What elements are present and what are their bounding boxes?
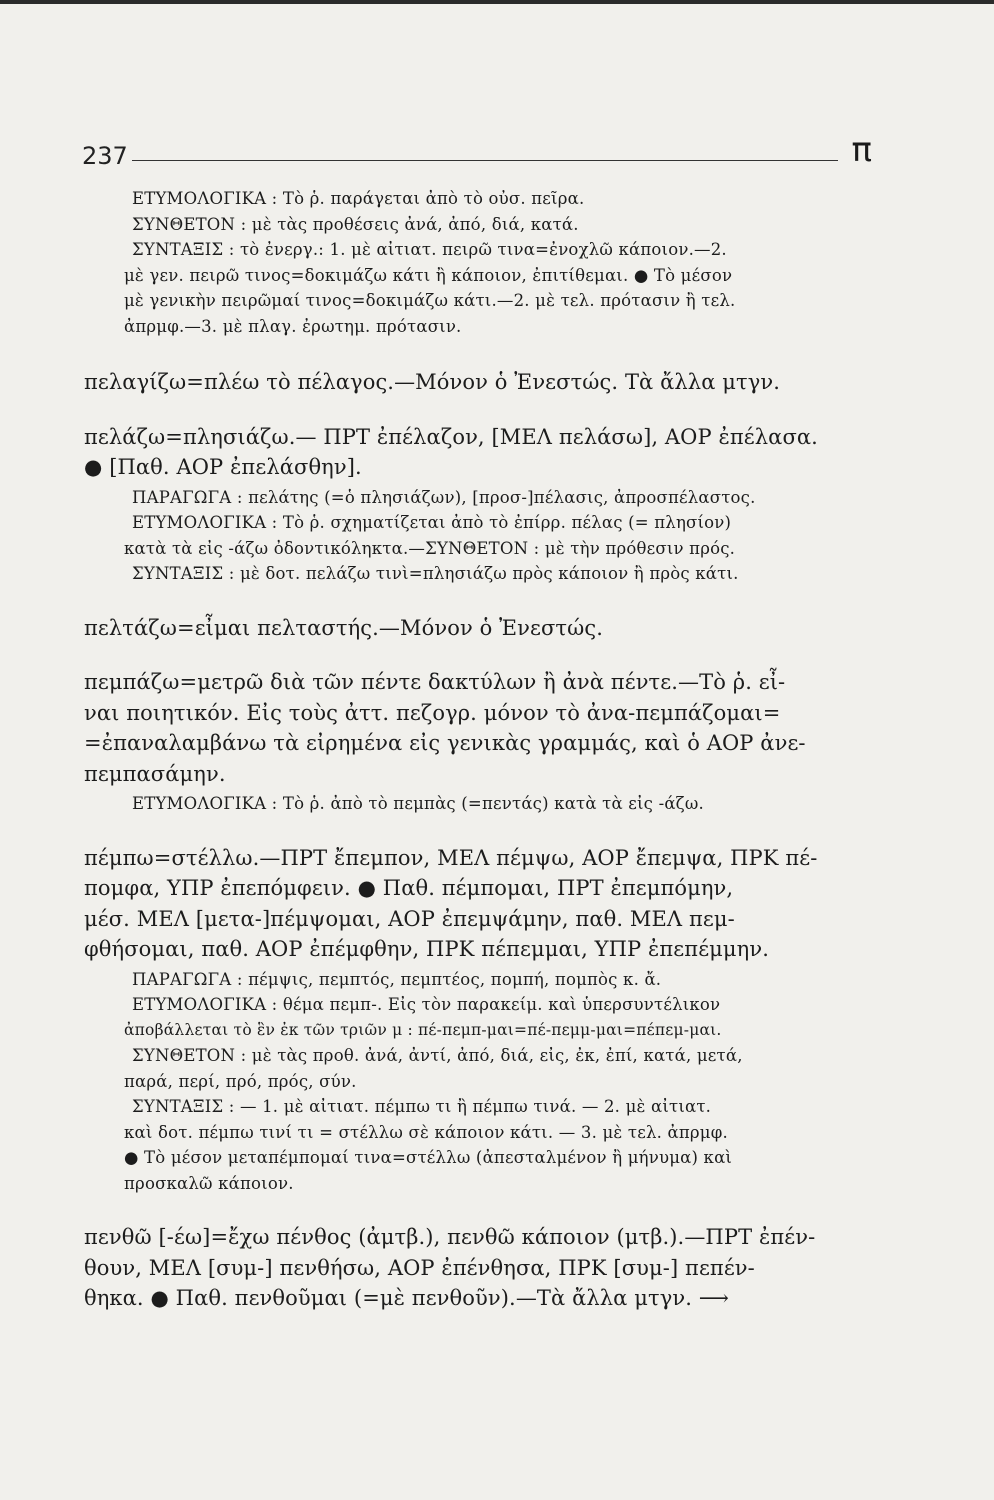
- entry-line: =ἐπαναλαμβάνω τὰ εἰρημένα εἰς γενικὰς γραμμάς, καὶ ὁ ΑΟΡ ἀνε-: [84, 731, 806, 755]
- entry-line: πενθῶ [-έω]=ἔχω πένθος (ἀμτβ.), πενθῶ κάποιον (μτβ.).—ΠΡΤ ἐπέν-: [84, 1225, 816, 1249]
- compound-note: ΣΥΝΘΕΤΟΝ : μὲ τὰς προθ. ἀνά, ἀντί, ἀπό, διά, εἰς, ἐκ, ἐπί, κατά, μετά,: [132, 1046, 743, 1065]
- continued-entry-notes: [84, 186, 874, 339]
- entry-line: θηκα. ● Παθ. πενθοῦμαι (=μὲ πενθοῦν).—Τὰ ἄλλα μτγν. ⟶: [84, 1286, 729, 1310]
- etymology-note: ΕΤΥΜΟΛΟΓΙΚΑ : Τὸ ῥ. παράγεται ἀπὸ τὸ οὐσ. πεῖρα.: [132, 189, 585, 208]
- entry-line: πέμπω=στέλλω.—ΠΡΤ ἔπεμπον, ΜΕΛ πέμψω, ΑΟΡ ἔπεμψα, ΠΡΚ πέ-: [84, 845, 818, 870]
- entry-pempo: [84, 843, 874, 1197]
- entry-line: ναι ποιητικόν. Εἰς τοὺς ἀττ. πεζογρ. μόνον τὸ ἀνα-πεμπάζομαι=: [84, 700, 781, 725]
- entry-peltazo: [84, 613, 874, 644]
- entry-line: πελάζω=πλησιάζω.— ΠΡΤ ἐπέλαζον, [ΜΕΛ πελάσω], ΑΟΡ ἐπέλασα.: [84, 424, 818, 449]
- entry-line: θουν, ΜΕΛ [συμ-] πενθήσω, ΑΟΡ ἐπένθησα, ΠΡΚ [συμ-] πεπέν-: [84, 1255, 755, 1280]
- syntax-note-line: προσκαλῶ κάποιον.: [124, 1173, 294, 1193]
- syntax-note-line: καὶ δοτ. πέμπω τινί τι = στέλλω σὲ κάποιον κάτι. — 3. μὲ τελ. ἀπρμφ.: [124, 1122, 728, 1142]
- etymology-note: ΕΤΥΜΟΛΟΓΙΚΑ : θέμα πεμπ-. Εἰς τὸν παρακείμ. καὶ ὑπερσυντέλικον: [132, 995, 721, 1014]
- derivatives-note: ΠΑΡΑΓΩΓΑ : πελάτης (=ὁ πλησιάζων), [προσ-]πέλασις, ἀπροσπέλαστος.: [132, 487, 756, 507]
- syntax-note-line: ἀπρμφ.—3. μὲ πλαγ. ἐρωτημ. πρότασιν.: [124, 316, 462, 336]
- entry-pelagizo: [84, 367, 874, 398]
- page-content: [84, 184, 874, 1340]
- page-number: 237: [82, 142, 128, 170]
- syntax-note-line: μὲ γενικὴν πειρῶμαί τινος=δοκιμάζω κάτι.—2. μὲ τελ. πρότασιν ἢ τελ.: [124, 291, 736, 310]
- syntax-note: ΣΥΝΤΑΞΙΣ : μὲ δοτ. πελάζω τινὶ=πλησιάζω πρὸς κάποιον ἢ πρὸς κάτι.: [132, 564, 739, 583]
- section-letter: π: [851, 130, 872, 170]
- derivatives-note: ΠΑΡΑΓΩΓΑ : πέμψις, πεμπτός, πεμπτέος, πομπή, πομπὸς κ. ἄ.: [132, 969, 662, 989]
- compound-note-line: παρά, περί, πρό, πρός, σύν.: [124, 1071, 357, 1091]
- entry-line: πεμπάζω=μετρῶ διὰ τῶν πέντε δακτύλων ἢ ἀνὰ πέντε.—Τὸ ῥ. εἶ-: [84, 670, 786, 694]
- page-header: [82, 132, 872, 176]
- entry-line: μέσ. ΜΕΛ [μετα-]πέμψομαι, ΑΟΡ ἐπεμψάμην, παθ. ΜΕΛ πεμ-: [84, 906, 735, 931]
- entry-line: πεμπασάμην.: [84, 761, 226, 786]
- entry-line: πελτάζω=εἶμαι πελταστής.—Μόνον ὁ Ἐνεστώς.: [84, 615, 603, 640]
- syntax-note: ΣΥΝΤΑΞΙΣ : τὸ ἐνεργ.: 1. μὲ αἰτιατ. πειρῶ τινα=ἐνοχλῶ κάποιον.—2.: [132, 240, 727, 259]
- entry-line: φθήσομαι, παθ. ΑΟΡ ἐπέμφθην, ΠΡΚ πέπεμμαι, ΥΠΡ ἐπεπέμμην.: [84, 937, 769, 961]
- etymology-note: ΕΤΥΜΟΛΟΓΙΚΑ : Τὸ ῥ. ἀπὸ τὸ πεμπὰς (=πεντάς) κατὰ τὰ εἰς -άζω.: [132, 794, 704, 813]
- etymology-note-line: κατὰ τὰ εἰς -άζω ὀδοντικόληκτα.—ΣΥΝΘΕΤΟΝ : μὲ τὴν πρόθεσιν πρός.: [124, 538, 736, 558]
- etymology-note: ΕΤΥΜΟΛΟΓΙΚΑ : Τὸ ῥ. σχηματίζεται ἀπὸ τὸ ἐπίρρ. πέλας (= πλησίον): [132, 513, 732, 532]
- etymology-note-line: ἀποβάλλεται τὸ ἓν ἐκ τῶν τριῶν μ : πέ-πεμπ-μαι=πέ-πεμμ-μαι=πέπεμ-μαι.: [124, 1020, 722, 1039]
- compound-note: ΣΥΝΘΕΤΟΝ : μὲ τὰς προθέσεις ἀνά, ἀπό, διά, κατά.: [132, 214, 579, 234]
- entry-pelazo: [84, 422, 874, 587]
- syntax-note-line: ● Τὸ μέσον μεταπέμπομαί τινα=στέλλω (ἀπεσταλμένον ἢ μήνυμα) καὶ: [124, 1148, 733, 1167]
- syntax-note-line: μὲ γεν. πειρῶ τινος=δοκιμάζω κάτι ἢ κάποιον, ἐπιτίθεμαι. ● Τὸ μέσον: [124, 265, 733, 285]
- header-rule: [132, 160, 838, 161]
- syntax-note: ΣΥΝΤΑΞΙΣ : — 1. μὲ αἰτιατ. πέμπω τι ἢ πέμπω τινά. — 2. μὲ αἰτιατ.: [132, 1097, 712, 1116]
- entry-line: ● [Παθ. ΑΟΡ ἐπελάσθην].: [84, 455, 362, 479]
- entry-pempazo: [84, 667, 874, 817]
- entry-line: πομφα, ΥΠΡ ἐπεπόμφειν. ● Παθ. πέμπομαι, ΠΡΤ ἐπεμπόμην,: [84, 876, 734, 900]
- entry-line: πελαγίζω=πλέω τὸ πέλαγος.—Μόνον ὁ Ἐνεστώς. Τὰ ἄλλα μτγν.: [84, 370, 781, 394]
- entry-pentho: [84, 1222, 874, 1314]
